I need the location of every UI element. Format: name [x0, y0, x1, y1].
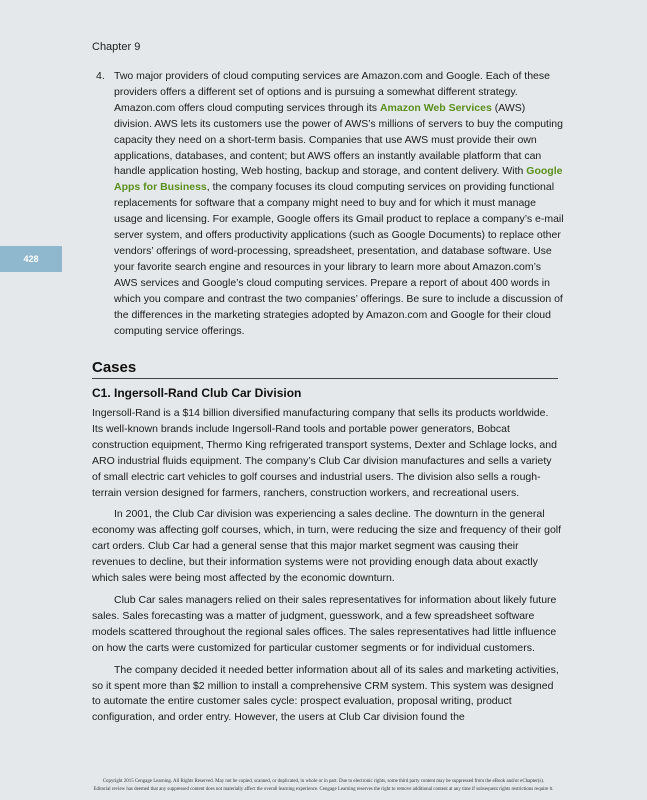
case-title: C1. Ingersoll-Rand Club Car Division	[92, 386, 302, 400]
case-paragraph-2: In 2001, the Club Car division was experiencing a sales decline. The downturn in the general economy was affecting golf courses, which, in turn, were reducing the size and frequency of their golf cart orders. Club Car had a general sense that this major market segment was causing their revenues to decline, but their information systems were not providing enough data about exactly which sales were being most affected by the economic downturn.	[92, 508, 562, 585]
case-body	[92, 406, 562, 726]
question-text	[114, 69, 564, 339]
google-apps-for-business-link[interactable]: Google Apps for Business	[114, 165, 563, 194]
copyright-footer	[0, 778, 647, 794]
amazon-web-services-link[interactable]: Amazon Web Services	[379, 101, 492, 114]
question-text-part-3: , the company focuses its cloud computing services on providing functional replacements for software that a company might need to buy and for which it must manage usage and licensing. For example, Google offers its Gmail product to replace a company’s e-mail server system, and offers productivity applications (such as Google Documents) to replace other vendors’ offerings of word-processing, spreadsheet, presentation, and database software. Use your favorite search engine and resources in your library to learn more about Amazon.com’s AWS services and Google’s cloud computing services. Prepare a report of about 400 words in which you compare and contrast the two companies’ offerings. Be sure to include a discussion of the differences in the marketing strategies adopted by Amazon.com and Google for their cloud computing service offerings.	[114, 181, 564, 337]
chapter-label: Chapter 9	[92, 41, 141, 53]
question-text-part-1: Two major providers of cloud computing services are Amazon.com and Google. Each of these providers offers a different set of options and is pursuing a somewhat different strategy. Amazon.com offers cloud computing services through its	[114, 70, 550, 114]
exercise-question-4	[96, 69, 564, 339]
copyright-line-2: Editorial review has deemed that any suppressed content does not materially affect the overall learning experience. Cengage Learning reserves the right to remove additional content at any time if subsequent rights restrictions require it.	[93, 787, 554, 792]
question-text-part-2: (AWS) division. AWS lets its customers use the power of AWS’s millions of servers to buy the computing capacity they need on a short-term basis. Companies that use AWS must provide their own applications, databases, and content; but AWS offers an instantly available platform that can handle application hosting, Web hosting, backup and storage, and content delivery. With	[114, 101, 563, 178]
cases-heading: Cases	[92, 359, 558, 379]
case-paragraph-4: The company decided it needed better information about all of its sales and marketing activities, so it spent more than $2 million to install a comprehensive CRM system. This system was designed to automate the entire customer sales cycle: prospect evaluation, proposal writing, product configuration, and order entry. However, the users at Club Car division found the	[92, 663, 559, 724]
case-paragraph-1: Ingersoll-Rand is a $14 billion diversified manufacturing company that sells its products worldwide. Its well-known brands include Ingersoll-Rand tools and portable power generators, Bobcat construction equipment, Thermo King refrigerated transport systems, Dexter and Schlage locks, and ARO industrial fluids equipment. The company’s Club Car division manufactures and sells a variety of small electric cart vehicles to golf courses and industrial users. The division also sells a rough-terrain version designed for farmers, ranchers, construction workers, and recreational users.	[92, 407, 557, 499]
case-paragraph-3: Club Car sales managers relied on their sales representatives for information about likely future sales. Sales forecasting was a matter of judgment, guesswork, and a few spreadsheet software models scattered throughout the regional sales offices. The sales representatives had little influence on how the carts were customized for particular customer segments or for individual customers.	[92, 593, 557, 654]
copyright-line-1: Copyright 2015 Cengage Learning. All Rights Reserved. May not be copied, scanned, or duplicated, in whole or in part. Due to electronic rights, some third party content may be suppressed from the eBook and/or eChapter(s).	[102, 779, 545, 784]
page-number-tab: 428	[0, 246, 62, 272]
question-number: 4.	[96, 70, 105, 82]
